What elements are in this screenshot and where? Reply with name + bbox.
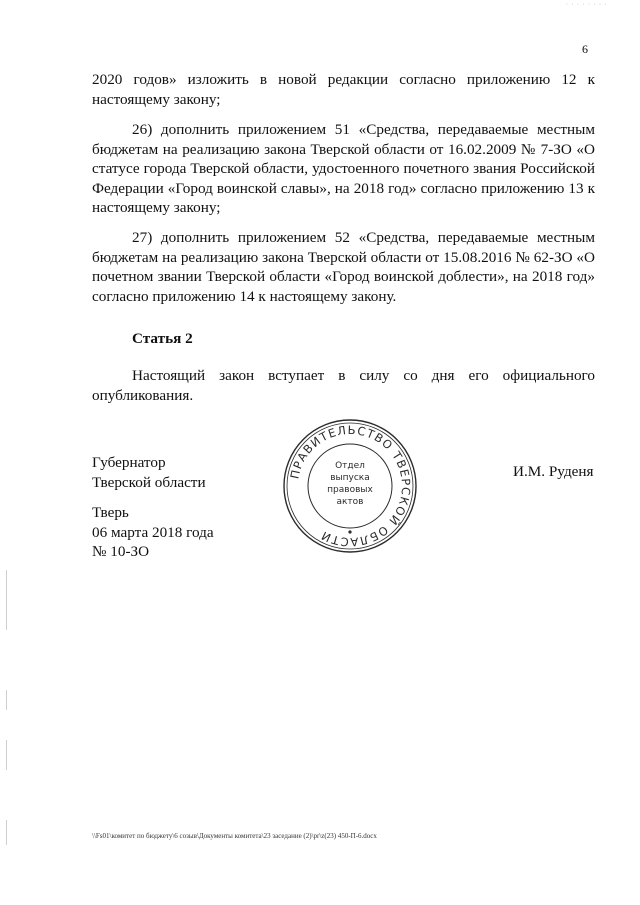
article-text-body: Настоящий закон вступает в силу со дня его официального опубликования. [92,367,595,404]
law-number: № 10-ЗО [92,543,150,560]
official-stamp [282,418,418,554]
stamp-center-line2: выпуска [330,473,370,483]
paragraph-item-26-text: 26) дополнить приложением 51 «Средства, передаваемые местным бюджетам на реализацию закона Тверской области от 16.02.2009 № 7-ЗО «О статусе города Тверской области, удостоенного почетного звания Российской Федерации «Город воинской славы», на 2018 год» согласно приложению 13 к настоящему закону; [92,121,595,216]
paragraph-item-27-text: 27) дополнить приложением 52 «Средства, передаваемые местным бюджетам на реализацию закона Тверской области от 15.08.2016 № 62-ЗО «О почетном звании Тверской области «Город воинской доблести», на 2018 год» согласно приложению 14 к настоящему закону. [92,229,595,305]
stamp-ring-text: ПРАВИТЕЛЬСТВО ТВЕРСКОЙ ОБЛАСТИ [287,422,414,550]
stamp-star-dot [348,530,351,533]
scan-edge-mark [6,740,7,770]
place-city: Тверь [92,504,129,521]
stamp-center-line1: Отдел [335,461,365,471]
stamp-center-line3: правовых [327,485,373,495]
law-date: 06 марта 2018 года [92,523,214,541]
signature-position-line2: Тверской области [92,473,206,491]
paragraph-item-26 [92,120,595,218]
stamp-center-line4: актов [336,497,364,507]
page-number: 6 [582,42,588,56]
signature-position-line1: Губернатор [92,454,166,471]
paragraph-item-27 [92,228,595,306]
scan-edge-mark [6,820,7,845]
signatory-name: И.М. Руденя [513,463,594,480]
scan-artifact-dots: · · · · · · · · [566,2,608,8]
paragraph-continuation: 2020 годов» изложить в новой редакции согласно приложению 12 к настоящему закону; [92,71,595,108]
signature-position [92,453,206,492]
scan-edge-mark [6,690,7,710]
scan-edge-mark [6,570,7,630]
article-heading: Статья 2 [132,330,193,347]
footer-file-path: \\Fs01\комитет по бюджету\6 созыв\Документы комитета\23 заседание (2)\pr\z(23) 450-П-6.docx [92,832,377,840]
place-date-block [92,503,214,562]
article-text [92,366,595,405]
